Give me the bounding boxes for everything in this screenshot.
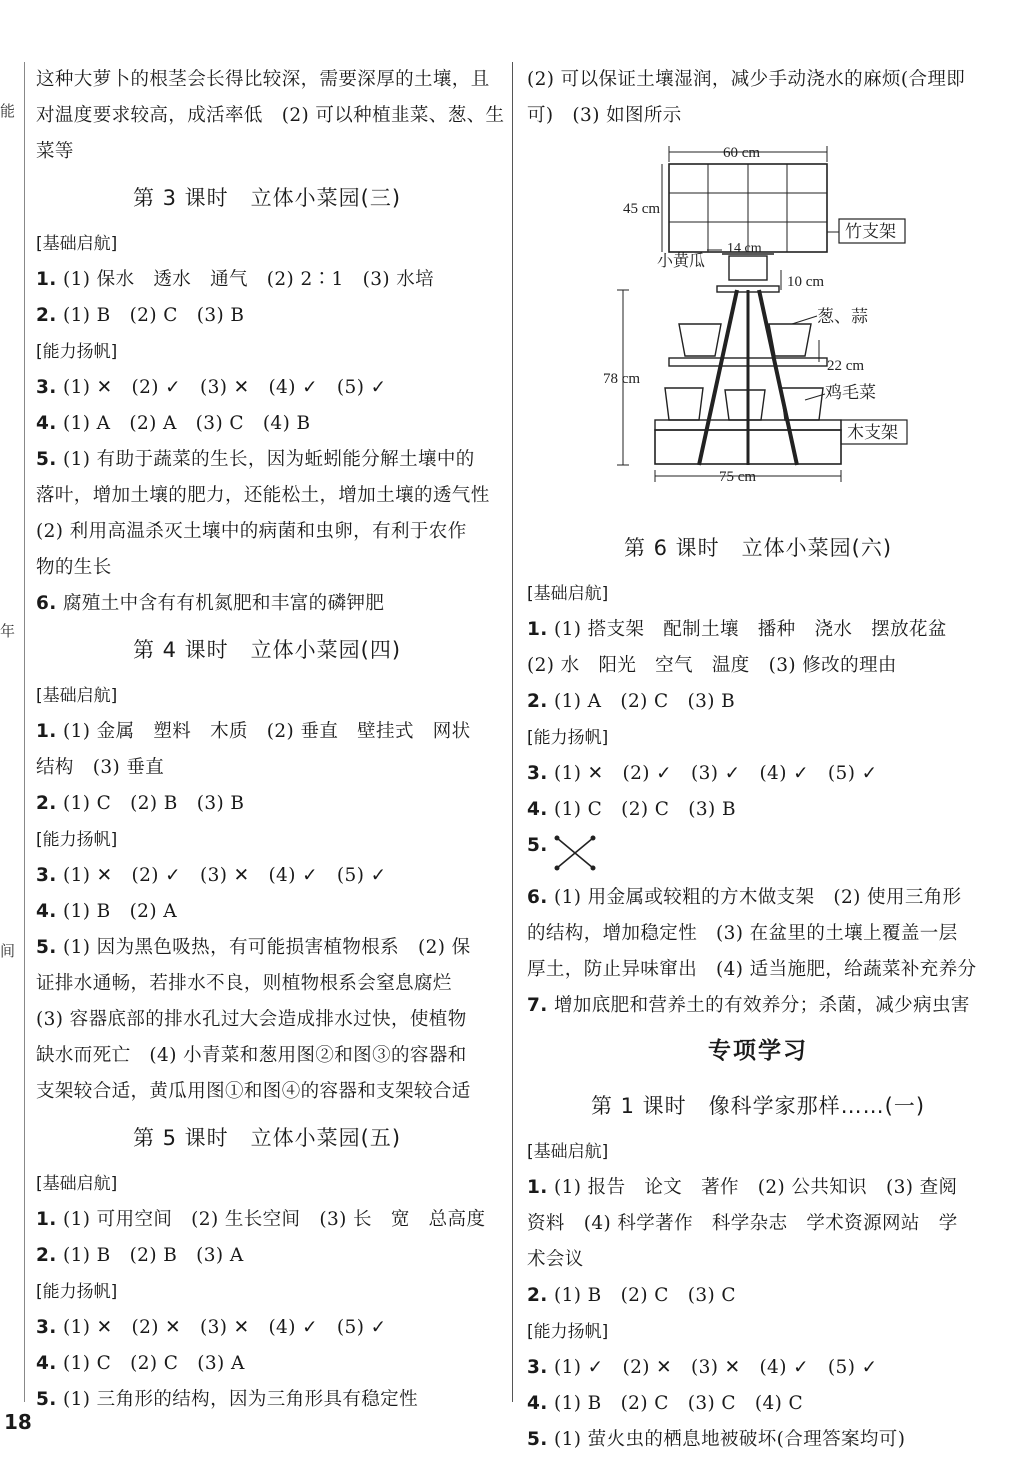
text-line: (3) 容器底部的排水孔过大会造成排水过快，使植物 [36, 1009, 467, 1030]
dim-10: 10 cm [787, 274, 825, 290]
bamboo-trellis [669, 164, 827, 252]
unit-title: 专项学习 [708, 1038, 808, 1064]
answer-item: 4. (1) B (2) C (3) C (4) C [527, 1393, 804, 1414]
edge-char: 间 [0, 942, 16, 960]
right-column [527, 62, 989, 1458]
answer-item: 3. (1) ✕ (2) ✓ (3) ✓ (4) ✓ (5) ✓ [527, 763, 878, 784]
label-bamboo: 竹支架 [845, 222, 896, 241]
answer-item: 6. (1) 用金属或较粗的方木做支架 (2) 使用三角形 [527, 887, 962, 908]
section-label: [能力扬帆] [527, 1322, 609, 1342]
answer-item: 5. (1) 因为黑色吸热，有可能损害植物根系 (2) 保 [36, 937, 471, 958]
answer-item: 3. (1) ✕ (2) ✓ (3) ✕ (4) ✓ (5) ✓ [36, 377, 387, 398]
text-line: 对温度要求较高，成活率低 (2) 可以种植韭菜、葱、生 [36, 105, 505, 126]
section-label: [基础启航] [527, 584, 609, 604]
answer-item: 6. 腐殖土中含有有机氮肥和丰富的磷钾肥 [36, 593, 385, 614]
text-line: 物的生长 [36, 557, 112, 578]
lesson-title: 第 6 课时 立体小菜园(六) [623, 536, 893, 560]
section-label: [能力扬帆] [36, 830, 118, 850]
answer-item: 3. (1) ✓ (2) ✕ (3) ✕ (4) ✓ (5) ✓ [527, 1357, 878, 1378]
answer-item: 3. (1) ✕ (2) ✓ (3) ✕ (4) ✓ (5) ✓ [36, 865, 387, 886]
answer-item: 4. (1) C (2) C (3) A [36, 1353, 245, 1374]
answer-item: 5. (1) 三角形的结构，因为三角形具有稳定性 [36, 1389, 418, 1410]
text-line: 的结构，增加稳定性 (3) 在盆里的土壤上覆盖一层 [527, 923, 958, 944]
lesson-title: 第 4 课时 立体小菜园(四) [132, 638, 402, 662]
dim-45: 45 cm [623, 201, 661, 217]
page-number: 18 [4, 1410, 32, 1434]
text-line: 结构 (3) 垂直 [36, 757, 165, 778]
answer-item: 1. (1) 保水 透水 通气 (2) 2∶1 (3) 水培 [36, 269, 435, 290]
planter-diagram [527, 140, 989, 520]
lesson-title: 第 5 课时 立体小菜园(五) [132, 1126, 402, 1150]
section-label: [基础启航] [36, 234, 118, 254]
column-divider [512, 62, 513, 1402]
label-cucumber: 小黄瓜 [657, 253, 706, 270]
text-line: 证排水通畅，若排水不良，则植物根系会窒息腐烂 [36, 973, 452, 994]
answer-item: 2. (1) B (2) C (3) B [36, 305, 245, 326]
text-line: 术会议 [527, 1249, 584, 1270]
text-line: (2) 水 阳光 空气 温度 (3) 修改的理由 [527, 655, 897, 676]
answer-item: 4. (1) C (2) C (3) B [527, 799, 736, 820]
matching-lines-figure [551, 830, 601, 876]
answer-item: 2. (1) B (2) B (3) A [36, 1245, 244, 1266]
answer-item: 5. (1) 有助于蔬菜的生长，因为蚯蚓能分解土壤中的 [36, 449, 475, 470]
text-line: 这种大萝卜的根茎会长得比较深，需要深厚的土壤，且 [36, 69, 490, 90]
section-label: [基础启航] [36, 686, 118, 706]
text-line: 可) (3) 如图所示 [527, 105, 682, 126]
answer-item: 1. (1) 可用空间 (2) 生长空间 (3) 长 宽 总高度 [36, 1209, 486, 1230]
section-label: [基础启航] [36, 1174, 118, 1194]
label-cabbage: 鸡毛菜 [825, 383, 876, 402]
answer-item: 2. (1) A (2) C (3) B [527, 691, 736, 712]
answer-item: 1. (1) 金属 塑料 木质 (2) 垂直 壁挂式 网状 [36, 721, 471, 742]
answer-item: 2. (1) C (2) B (3) B [36, 793, 245, 814]
answer-item: 1. (1) 搭支架 配制土壤 播种 浇水 摆放花盆 [527, 619, 947, 640]
text-line: 支架较合适，黄瓜用图①和图④的容器和支架较合适 [36, 1081, 471, 1102]
text-line: (2) 可以保证土壤湿润，减少手动浇水的麻烦(合理即 [527, 69, 966, 90]
section-label: [能力扬帆] [36, 1282, 118, 1302]
lesson-title: 第 3 课时 立体小菜园(三) [132, 186, 402, 210]
dim-60: 60 cm [723, 145, 761, 161]
dim-75: 75 cm [719, 469, 757, 485]
text-line: 菜等 [36, 141, 74, 162]
answer-item: 5. [527, 828, 989, 880]
answer-item: 1. (1) 报告 论文 著作 (2) 公共知识 (3) 查阅 [527, 1177, 958, 1198]
section-label: [能力扬帆] [527, 728, 609, 748]
text-line: 厚土，防止异味窜出 (4) 适当施肥，给蔬菜补充养分 [527, 959, 977, 980]
section-label: [基础启航] [527, 1142, 609, 1162]
left-margin-line [24, 62, 25, 1402]
text-line: 缺水而死亡 (4) 小青菜和葱用图②和图③的容器和 [36, 1045, 467, 1066]
answer-item: 4. (1) A (2) A (3) C (4) B [36, 413, 311, 434]
answer-item: 5. (1) 萤火虫的栖息地被破坏(合理答案均可) [527, 1429, 906, 1450]
dim-14: 14 cm [727, 241, 762, 256]
edge-char: 年 [0, 622, 16, 640]
dim-22: 22 cm [827, 358, 865, 374]
dim-78: 78 cm [603, 371, 641, 387]
label-scallion: 葱、蒜 [817, 307, 868, 326]
answer-item: 3. (1) ✕ (2) ✕ (3) ✕ (4) ✓ (5) ✓ [36, 1317, 387, 1338]
label-wood: 木支架 [847, 423, 898, 442]
answer-item: 7. 增加底肥和营养土的有效养分；杀菌，减少病虫害 [527, 995, 970, 1016]
answer-item: 4. (1) B (2) A [36, 901, 178, 922]
lesson-title: 第 1 课时 像科学家那样……(一) [590, 1094, 926, 1118]
edge-char: 能 [0, 102, 16, 120]
text-line: 落叶，增加土壤的肥力，还能松土，增加土壤的透气性 [36, 485, 490, 506]
text-line: (2) 利用高温杀灭土壤中的病菌和虫卵，有利于农作 [36, 521, 467, 542]
section-label: [能力扬帆] [36, 342, 118, 362]
answer-item: 2. (1) B (2) C (3) C [527, 1285, 736, 1306]
text-line: 资料 (4) 科学著作 科学杂志 学术资源网站 学 [527, 1213, 958, 1234]
left-column [36, 62, 505, 1418]
